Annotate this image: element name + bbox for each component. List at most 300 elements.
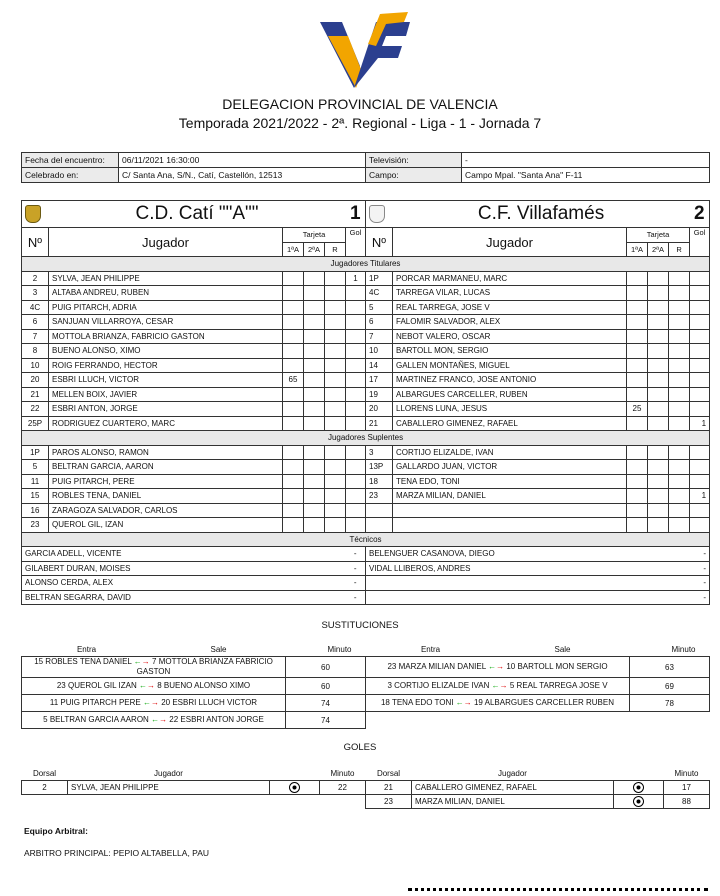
- away-player-name: [393, 518, 627, 533]
- home-player-number: 4C: [22, 300, 49, 315]
- table-row: [22, 460, 710, 475]
- home-player-out: 8 BUENO ALONSO XIMO: [157, 681, 251, 690]
- table-row: [22, 712, 710, 729]
- home-goals: [346, 445, 366, 460]
- football-icon: [289, 782, 300, 793]
- away-red: [669, 445, 690, 460]
- away-yellow-2: [648, 373, 669, 388]
- home-red: [325, 286, 346, 301]
- home-yellow-1: [283, 518, 304, 533]
- home-substitution: [22, 712, 286, 729]
- away-player-name: CABALLERO GIMENEZ, RAFAEL: [393, 416, 627, 431]
- arbitral-title: Equipo Arbitral:: [24, 826, 88, 836]
- away-red: [669, 416, 690, 431]
- home-yellow-1: [283, 329, 304, 344]
- away-yellow-1: [627, 387, 648, 402]
- away-player-number: [366, 518, 393, 533]
- tv-value: -: [462, 153, 710, 168]
- home-yellow-1: [283, 286, 304, 301]
- home-player-number: 2: [22, 271, 49, 286]
- away-goals: [690, 329, 710, 344]
- match-info-table: [21, 152, 710, 183]
- away-player-number: 21: [366, 416, 393, 431]
- home-player-number: 1P: [22, 445, 49, 460]
- home-yellow-2: [304, 445, 325, 460]
- away-crest: [366, 201, 393, 228]
- home-sub-minute: 74: [286, 695, 366, 712]
- table-row: [22, 402, 710, 417]
- home-substitution: [22, 678, 286, 695]
- home-player-name: PAROS ALONSO, RAMON: [49, 445, 283, 460]
- page-subtitle: Temporada 2021/2022 - 2ª. Regional - Liga - 1 - Jornada 7: [178, 115, 542, 131]
- away-1a-header: 1ªA: [627, 242, 648, 257]
- home-goals: [346, 300, 366, 315]
- away-red: [669, 402, 690, 417]
- home-goals: [346, 373, 366, 388]
- home-yellow-1: [283, 416, 304, 431]
- home-swap-arrow-icon: ←→: [151, 715, 168, 724]
- away-goals: [690, 315, 710, 330]
- away-player-name: PORCAR MARMANEU, MARC: [393, 271, 627, 286]
- away-yellow-1: 25: [627, 402, 648, 417]
- home-yellow-2: [304, 329, 325, 344]
- home-red: [325, 373, 346, 388]
- home-yellow-2: [304, 344, 325, 359]
- away-substitution: [366, 678, 630, 695]
- away-yellow-2: [648, 402, 669, 417]
- away-goal-dorsal: 21: [366, 781, 412, 795]
- away-player-number: 5: [366, 300, 393, 315]
- away-player-number: 14: [366, 358, 393, 373]
- home-goals: [346, 387, 366, 402]
- home-swap-arrow-icon: ←→: [142, 698, 159, 707]
- home-player-number: 10: [22, 358, 49, 373]
- home-player-name: MOTTOLA BRIANZA, FABRICIO GASTON: [49, 329, 283, 344]
- home-substitution: [22, 695, 286, 712]
- home-goals: [346, 315, 366, 330]
- away-tarjeta-header: Tarjeta: [627, 228, 690, 243]
- away-player-in: 3 CORTIJO ELIZALDE IVAN: [387, 681, 490, 690]
- home-goal-ball: [270, 781, 320, 795]
- away-player-number: 19: [366, 387, 393, 402]
- home-goals: [346, 489, 366, 504]
- home-goals: [346, 402, 366, 417]
- home-player-out: 7 MOTTOLA BRIANZA FABRICIO GASTON: [136, 657, 273, 676]
- home-yellow-2: [304, 474, 325, 489]
- home-sale-header: Sale: [152, 643, 286, 657]
- home-yellow-2: [304, 271, 325, 286]
- away-yellow-2: [648, 416, 669, 431]
- away-gol-header: Gol: [690, 228, 710, 257]
- away-yellow-2: [648, 460, 669, 475]
- away-yellow-1: [627, 460, 648, 475]
- away-yellow-1: [627, 503, 648, 518]
- away-sale-header: Sale: [496, 643, 630, 657]
- home-player-name: ALTABA ANDREU, RUBEN: [49, 286, 283, 301]
- table-row: [22, 678, 710, 695]
- home-yellow-1: [283, 300, 304, 315]
- home-goals: [346, 416, 366, 431]
- home-yellow-1: [283, 271, 304, 286]
- away-tecnico-name: BELENGUER CASANOVA, DIEGO: [366, 547, 690, 562]
- home-red: [325, 315, 346, 330]
- home-yellow-1: [283, 315, 304, 330]
- table-row: [22, 547, 710, 562]
- titulares-section: Jugadores Titulares: [22, 257, 710, 272]
- home-player-in: 5 BELTRAN GARCIA AARON: [43, 715, 149, 724]
- home-tecnico-name: GARCIA ADELL, VICENTE: [22, 547, 346, 562]
- home-player-number: 3: [22, 286, 49, 301]
- away-player-name: LLORENS LUNA, JESUS: [393, 402, 627, 417]
- away-yellow-2: [648, 271, 669, 286]
- home-red: [325, 358, 346, 373]
- away-yellow-2: [648, 315, 669, 330]
- away-player-number: 18: [366, 474, 393, 489]
- away-red: [669, 373, 690, 388]
- away-goal-player: CABALLERO GIMENEZ, RAFAEL: [412, 781, 614, 795]
- home-player-in: 15 ROBLES TENA DANIEL: [34, 657, 132, 666]
- away-red: [669, 315, 690, 330]
- away-red: [669, 387, 690, 402]
- away-player-number: 20: [366, 402, 393, 417]
- away-goal-minute: 88: [664, 795, 710, 809]
- table-row: [22, 358, 710, 373]
- away-player-out: 5 REAL TARREGA JOSE V: [509, 681, 608, 690]
- away-player-name: GALLARDO JUAN, VICTOR: [393, 460, 627, 475]
- home-num-header: Nº: [22, 228, 49, 257]
- home-goal-minute: 22: [320, 781, 366, 795]
- home-goals: [346, 460, 366, 475]
- away-player-name: [393, 503, 627, 518]
- away-yellow-1: [627, 373, 648, 388]
- away-goal-player: MARZA MILIAN, DANIEL: [412, 795, 614, 809]
- away-tecnico-name: [366, 576, 690, 591]
- home-goals: [346, 474, 366, 489]
- home-goals: [346, 286, 366, 301]
- suplentes-section: Jugadores Suplentes: [22, 431, 710, 446]
- home-goals: [346, 503, 366, 518]
- away-goals: [690, 460, 710, 475]
- away-yellow-2: [648, 344, 669, 359]
- away-yellow-2: [648, 518, 669, 533]
- campo-value: Campo Mpal. "Santa Ana" F-11: [462, 168, 710, 183]
- home-team-name: C.D. Catí ""A"": [49, 201, 346, 228]
- away-red: [669, 344, 690, 359]
- away-substitution: [366, 657, 630, 678]
- away-sub-minute: [630, 712, 710, 729]
- lineup-table: [21, 200, 710, 605]
- away-player-out: 19 ALBARGUES CARCELLER RUBEN: [473, 698, 614, 707]
- fecha-value: 06/11/2021 16:30:00: [119, 153, 366, 168]
- table-row: [22, 781, 710, 795]
- home-red: [325, 518, 346, 533]
- home-red: [325, 460, 346, 475]
- home-player-name: RODRIGUEZ CUARTERO, MARC: [49, 416, 283, 431]
- table-row: [22, 518, 710, 533]
- away-goals: [690, 445, 710, 460]
- home-red: [325, 329, 346, 344]
- away-player-number: 17: [366, 373, 393, 388]
- home-player-number: 6: [22, 315, 49, 330]
- table-row: [22, 445, 710, 460]
- away-goals: [690, 402, 710, 417]
- away-goal-ball: [614, 795, 664, 809]
- table-row: [22, 329, 710, 344]
- away-player-name: MARTINEZ FRANCO, JOSE ANTONIO: [393, 373, 627, 388]
- home-score: 1: [346, 201, 366, 228]
- home-tecnico-name: ALONSO CERDA, ALEX: [22, 576, 346, 591]
- away-red: [669, 474, 690, 489]
- away-red: [669, 489, 690, 504]
- home-player-name: BUENO ALONSO, XIMO: [49, 344, 283, 359]
- football-icon: [633, 796, 644, 807]
- home-tecnico-card: -: [346, 561, 366, 576]
- away-player-name: ALBARGUES CARCELLER, RUBEN: [393, 387, 627, 402]
- home-goals: [346, 518, 366, 533]
- home-player-name: QUEROL GIL, IZAN: [49, 518, 283, 533]
- away-player-name: BARTOLL MON, SERGIO: [393, 344, 627, 359]
- home-player-name: SANJUAN VILLARROYA, CESAR: [49, 315, 283, 330]
- away-yellow-1: [627, 329, 648, 344]
- home-yellow-2: [304, 315, 325, 330]
- away-player-header: Jugador: [393, 228, 627, 257]
- away-yellow-1: [627, 518, 648, 533]
- away-goals: 1: [690, 416, 710, 431]
- home-substitution: [22, 657, 286, 678]
- away-goals: [690, 373, 710, 388]
- home-player-in: 23 QUEROL GIL IZAN: [56, 681, 137, 690]
- away-player-name: TENA EDO, TONI: [393, 474, 627, 489]
- away-num-header: Nº: [366, 228, 393, 257]
- away-minuto-header: Minuto: [630, 643, 710, 657]
- home-red: [325, 445, 346, 460]
- away-player-number: 7: [366, 329, 393, 344]
- away-yellow-2: [648, 300, 669, 315]
- home-goal-player: [68, 795, 270, 809]
- home-red: [325, 402, 346, 417]
- away-yellow-2: [648, 474, 669, 489]
- away-player-in: 23 MARZA MILIAN DANIEL: [387, 662, 486, 671]
- away-goals: [690, 300, 710, 315]
- home-yellow-2: [304, 460, 325, 475]
- away-tecnico-card: -: [690, 576, 710, 591]
- table-row: [22, 271, 710, 286]
- sustituciones-title: SUSTITUCIONES: [321, 620, 399, 631]
- home-goal-minute: [320, 795, 366, 809]
- home-yellow-2: [304, 387, 325, 402]
- home-dorsal-header: Dorsal: [32, 769, 57, 778]
- table-row: [22, 387, 710, 402]
- home-2a-header: 2ªA: [304, 242, 325, 257]
- home-player-in: 11 PUIG PITARCH PERE: [49, 698, 141, 707]
- home-player-out: 22 ESBRI ANTON JORGE: [169, 715, 264, 724]
- away-yellow-2: [648, 445, 669, 460]
- away-red: [669, 518, 690, 533]
- away-player-name: CORTIJO ELIZALDE, IVAN: [393, 445, 627, 460]
- home-yellow-2: [304, 402, 325, 417]
- home-r-header: R: [325, 242, 346, 257]
- home-yellow-2: [304, 518, 325, 533]
- away-yellow-1: [627, 358, 648, 373]
- table-row: [22, 590, 710, 605]
- home-tecnico-card: -: [346, 576, 366, 591]
- away-yellow-1: [627, 300, 648, 315]
- home-player-number: 16: [22, 503, 49, 518]
- table-row: [22, 300, 710, 315]
- home-player-number: 21: [22, 387, 49, 402]
- away-player-number: 10: [366, 344, 393, 359]
- home-goals: [346, 344, 366, 359]
- goles-title: GOLES: [343, 742, 377, 753]
- home-goal-ball: [270, 795, 320, 809]
- home-player-number: 20: [22, 373, 49, 388]
- home-player-name: ROIG FERRANDO, HECTOR: [49, 358, 283, 373]
- away-2a-header: 2ªA: [648, 242, 669, 257]
- home-player-name: ESBRI LLUCH, VICTOR: [49, 373, 283, 388]
- away-yellow-1: [627, 315, 648, 330]
- home-player-name: PUIG PITARCH, PERE: [49, 474, 283, 489]
- home-yellow-2: [304, 373, 325, 388]
- away-player-in: 18 TENA EDO TONI: [380, 698, 454, 707]
- fecha-label: Fecha del encuentro:: [22, 153, 119, 168]
- away-swap-arrow-icon: ←→: [491, 681, 508, 690]
- away-yellow-2: [648, 503, 669, 518]
- football-icon: [633, 782, 644, 793]
- home-yellow-2: [304, 286, 325, 301]
- away-goals: [690, 344, 710, 359]
- away-red: [669, 503, 690, 518]
- substitutions-table: [21, 643, 710, 729]
- celebrado-label: Celebrado en:: [22, 168, 119, 183]
- home-yellow-1: [283, 445, 304, 460]
- away-sub-minute: 78: [630, 695, 710, 712]
- home-sub-minute: 74: [286, 712, 366, 729]
- away-player-number: [366, 503, 393, 518]
- home-player-name: BELTRAN GARCIA, AARON: [49, 460, 283, 475]
- home-goal-player: SYLVA, JEAN PHILIPPE: [68, 781, 270, 795]
- table-row: [22, 474, 710, 489]
- away-goals: [690, 387, 710, 402]
- home-tecnico-card: -: [346, 547, 366, 562]
- home-crest: [22, 201, 49, 228]
- away-goal-dorsal: 23: [366, 795, 412, 809]
- home-player-number: 11: [22, 474, 49, 489]
- home-yellow-2: [304, 358, 325, 373]
- table-row: [22, 795, 710, 809]
- table-row: [22, 489, 710, 504]
- home-player-number: 8: [22, 344, 49, 359]
- home-red: [325, 300, 346, 315]
- home-player-number: 22: [22, 402, 49, 417]
- home-red: [325, 474, 346, 489]
- table-row: [22, 416, 710, 431]
- away-player-name: NEBOT VALERO, OSCAR: [393, 329, 627, 344]
- away-crest-icon: [369, 205, 385, 223]
- away-yellow-1: [627, 286, 648, 301]
- goals-table: [21, 767, 710, 809]
- home-yellow-1: [283, 460, 304, 475]
- away-yellow-1: [627, 474, 648, 489]
- home-yellow-1: 65: [283, 373, 304, 388]
- away-player-name: GALLEN MONTAÑES, MIGUEL: [393, 358, 627, 373]
- away-tecnico-name: [366, 590, 690, 605]
- away-player-number: 23: [366, 489, 393, 504]
- home-yellow-1: [283, 358, 304, 373]
- home-player-name: ZARAGOZA SALVADOR, CARLOS: [49, 503, 283, 518]
- away-red: [669, 271, 690, 286]
- away-goals: [690, 286, 710, 301]
- away-red: [669, 358, 690, 373]
- home-yellow-1: [283, 387, 304, 402]
- home-red: [325, 344, 346, 359]
- home-player-number: 5: [22, 460, 49, 475]
- home-player-name: MELLEN BOIX, JAVIER: [49, 387, 283, 402]
- home-player-number: 7: [22, 329, 49, 344]
- away-yellow-1: [627, 416, 648, 431]
- home-swap-arrow-icon: ←→: [138, 681, 155, 690]
- table-row: [22, 286, 710, 301]
- home-player-number: 25P: [22, 416, 49, 431]
- away-player-name: MARZA MILIAN, DANIEL: [393, 489, 627, 504]
- table-row: [22, 315, 710, 330]
- home-goal-dorsal: 2: [22, 781, 68, 795]
- home-gol-header: Gol: [346, 228, 366, 257]
- away-goals: [690, 271, 710, 286]
- page-title: DELEGACION PROVINCIAL DE VALENCIA: [222, 96, 498, 112]
- away-tecnico-card: -: [690, 561, 710, 576]
- away-substitution: [366, 712, 630, 729]
- away-player-out: 10 BARTOLL MON SERGIO: [506, 662, 608, 671]
- away-goal-ball: [614, 781, 664, 795]
- away-player-number: 13P: [366, 460, 393, 475]
- away-red: [669, 300, 690, 315]
- home-red: [325, 489, 346, 504]
- home-tecnico-name: GILABERT DURAN, MOISES: [22, 561, 346, 576]
- spacer: [614, 767, 664, 781]
- federation-logo: [314, 4, 414, 94]
- spacer: [270, 767, 320, 781]
- away-player-name: REAL TARREGA, JOSE V: [393, 300, 627, 315]
- table-row: [22, 344, 710, 359]
- home-minuto-header: Minuto: [286, 643, 366, 657]
- away-sub-minute: 69: [630, 678, 710, 695]
- home-yellow-1: [283, 474, 304, 489]
- home-tecnico-card: -: [346, 590, 366, 605]
- home-tecnico-name: BELTRAN SEGARRA, DAVID: [22, 590, 346, 605]
- away-tecnico-card: -: [690, 590, 710, 605]
- home-yellow-2: [304, 489, 325, 504]
- away-player-number: 3: [366, 445, 393, 460]
- home-tarjeta-header: Tarjeta: [283, 228, 346, 243]
- home-crest-icon: [25, 205, 41, 223]
- away-jugador-header: Jugador: [498, 769, 527, 778]
- away-substitution: [366, 695, 630, 712]
- home-yellow-2: [304, 503, 325, 518]
- home-goals: 1: [346, 271, 366, 286]
- campo-label: Campo:: [366, 168, 462, 183]
- celebrado-value: C/ Santa Ana, S/N., Catí, Castellón, 12513: [119, 168, 366, 183]
- away-swap-arrow-icon: ←→: [455, 698, 472, 707]
- away-r-header: R: [669, 242, 690, 257]
- home-entra-header: Entra: [22, 643, 152, 657]
- home-red: [325, 416, 346, 431]
- away-player-number: 6: [366, 315, 393, 330]
- table-row: [22, 373, 710, 388]
- away-yellow-2: [648, 286, 669, 301]
- away-yellow-1: [627, 445, 648, 460]
- home-goals: [346, 358, 366, 373]
- home-player-name: ESBRI ANTON, JORGE: [49, 402, 283, 417]
